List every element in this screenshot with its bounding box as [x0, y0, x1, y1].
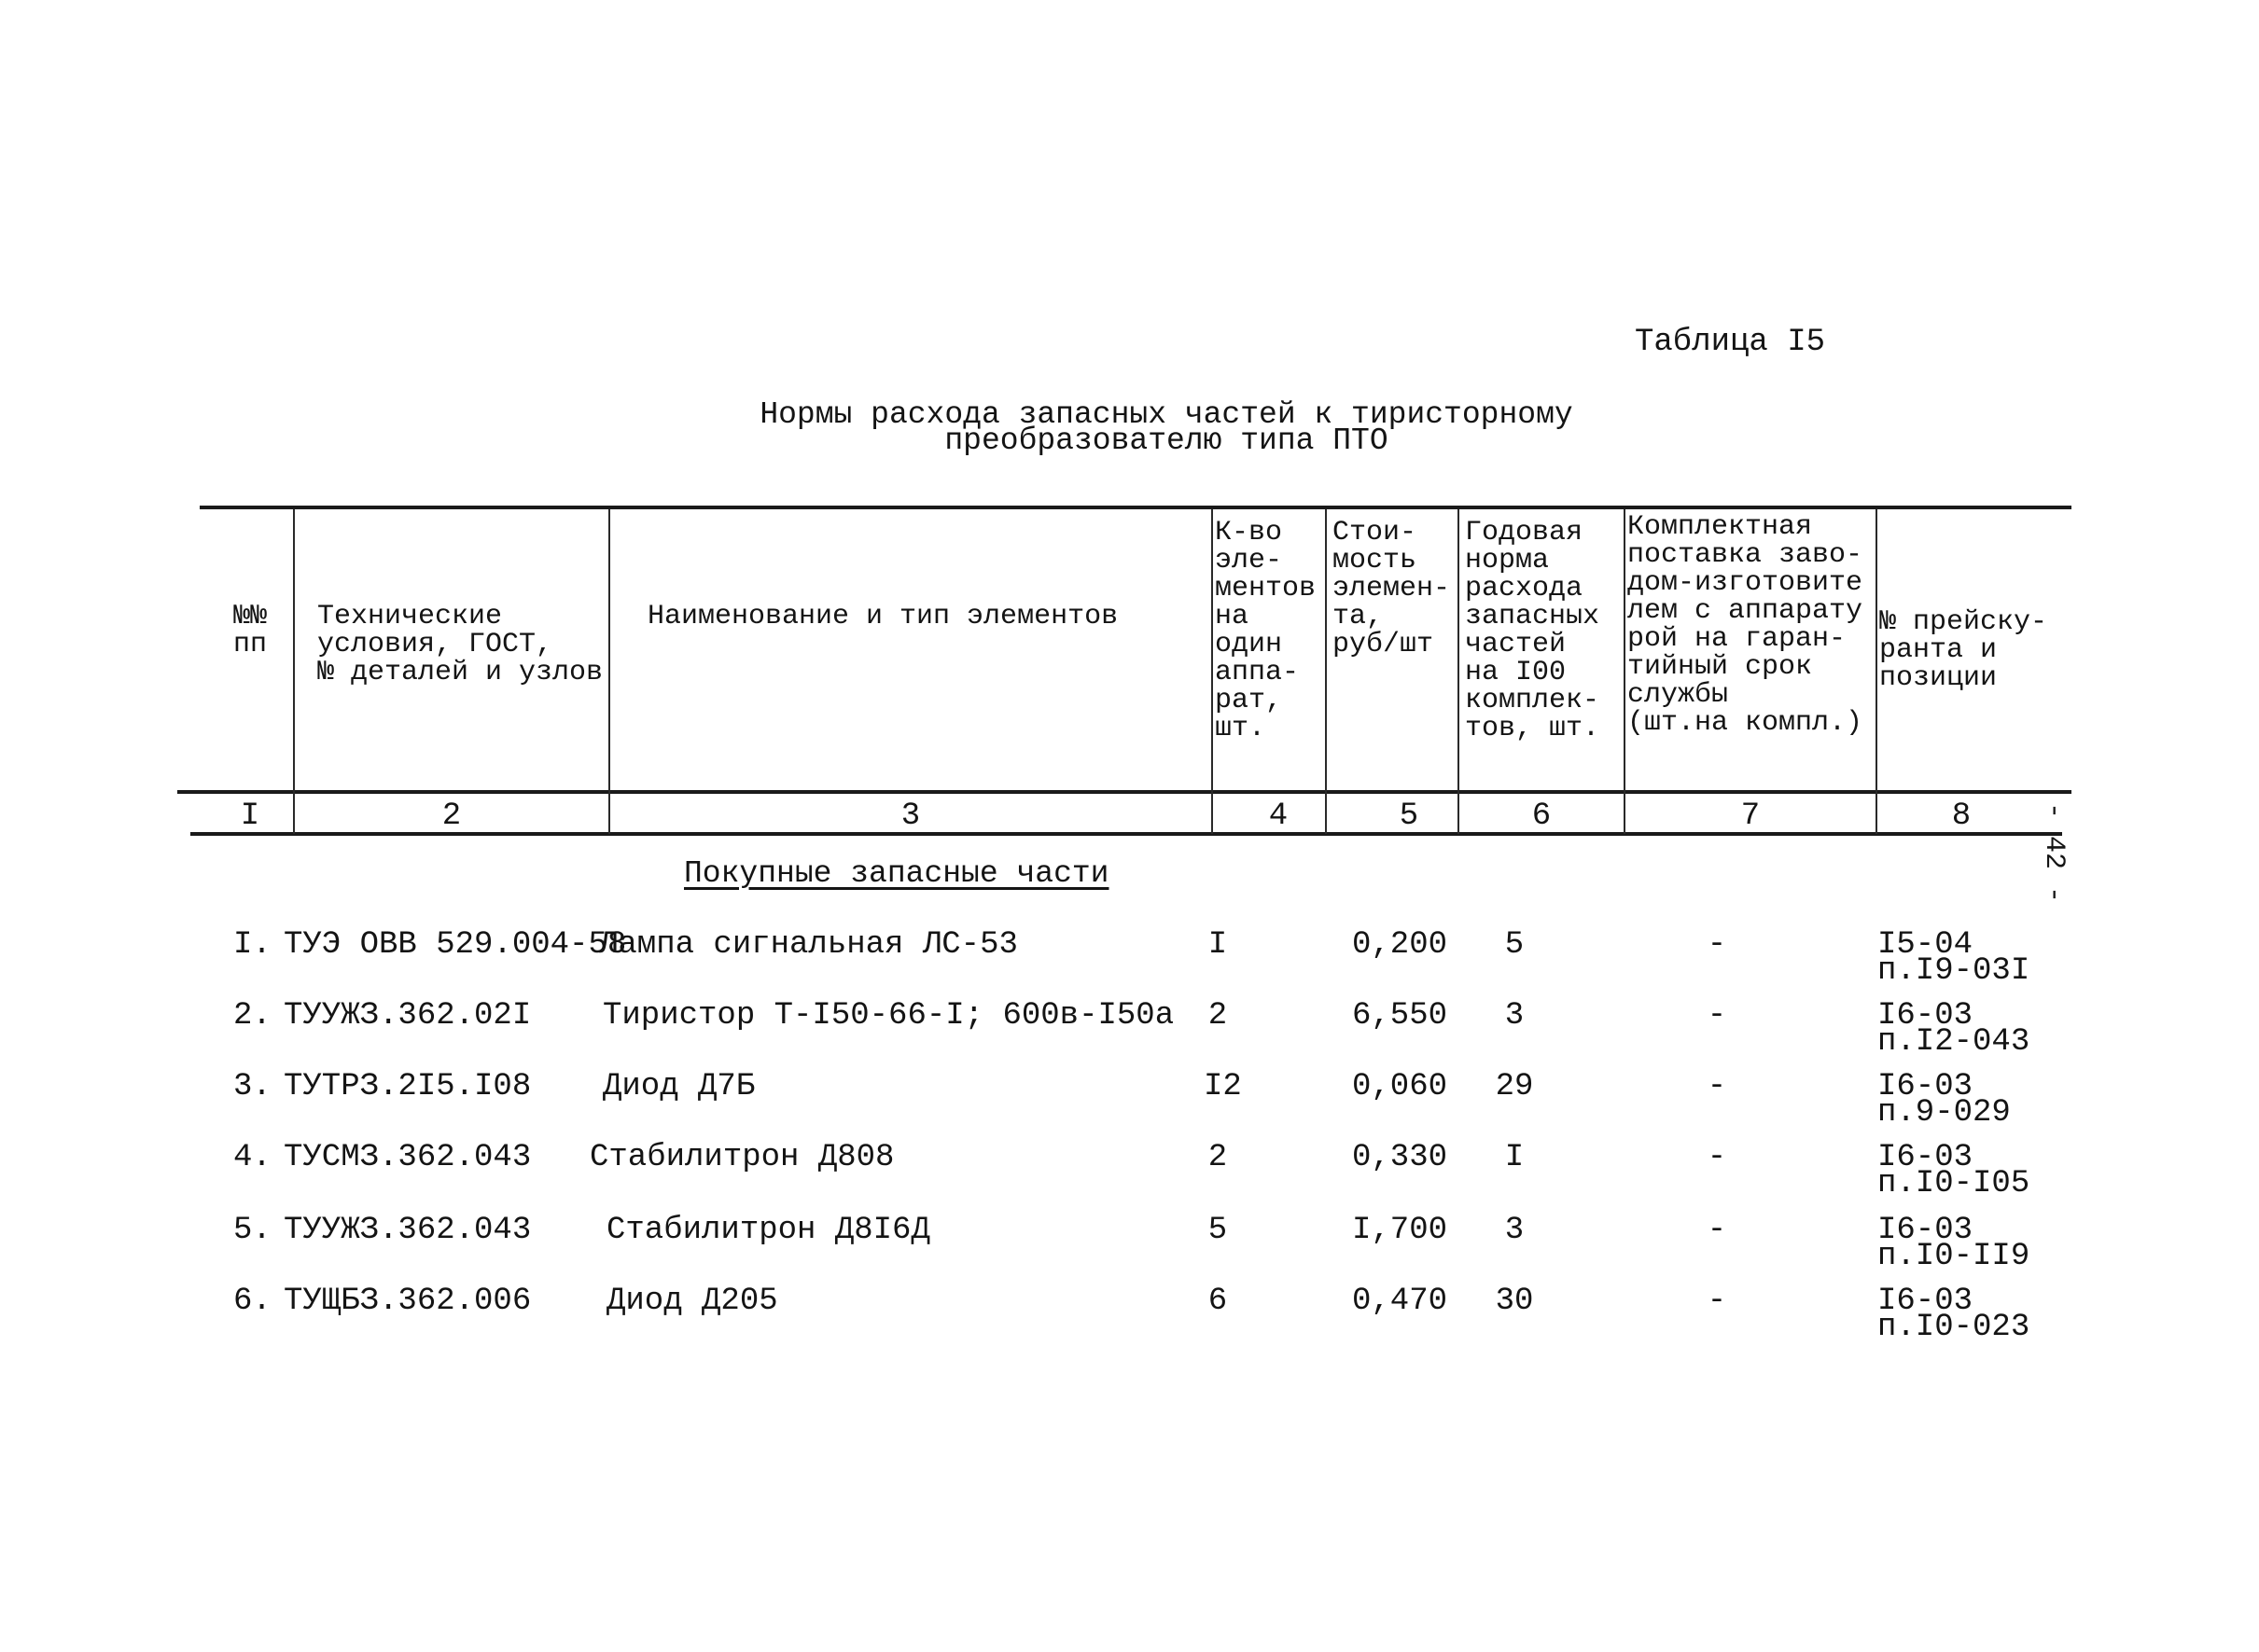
row-name: Диод Д7Б	[603, 1069, 756, 1104]
row-spec: ТУУЖЗ.362.043	[284, 1213, 532, 1248]
row-price-list: I6-03	[1877, 1213, 1973, 1248]
row-number: 4.	[233, 1140, 272, 1175]
row-spec: ТУУЖЗ.362.02I	[284, 998, 532, 1034]
table-row	[0, 927, 2259, 998]
row-spec: ТУЩБЗ.362.006	[284, 1284, 532, 1319]
header-cost: Стои- мость элемен- та, руб/шт	[1332, 517, 1451, 660]
column-divider	[1211, 509, 1213, 834]
header-price-list: № прейску- ранта и позиции	[1879, 606, 2048, 694]
header-element-name: Наименование и тип элементов	[648, 601, 1119, 632]
row-name: Лампа сигнальная ЛС-53	[599, 927, 1018, 963]
row-quantity: I2	[1204, 1069, 1242, 1104]
row-quantity: 6	[1207, 1284, 1228, 1319]
column-number: 4	[1268, 798, 1289, 834]
row-cost: 0,200	[1351, 927, 1448, 963]
section-title: Покупные запасные части	[684, 856, 1109, 891]
row-price-position: п.I9-03I	[1877, 953, 2030, 989]
row-quantity: 5	[1207, 1213, 1228, 1248]
table-title-line-1: Нормы расхода запасных частей к тиристорному	[760, 397, 1573, 432]
column-number: 2	[441, 798, 462, 834]
column-number: 5	[1399, 798, 1419, 834]
column-divider	[293, 509, 295, 834]
row-supply: -	[1707, 1140, 1727, 1175]
row-annual-norm: 30	[1495, 1284, 1534, 1319]
row-cost: I,700	[1351, 1213, 1448, 1248]
row-supply: -	[1707, 1284, 1727, 1319]
page-number: - 42 -	[2038, 802, 2070, 904]
row-annual-norm: 3	[1504, 998, 1525, 1034]
table-row	[0, 1140, 2259, 1211]
row-supply: -	[1707, 927, 1727, 963]
table-row	[0, 1284, 2259, 1354]
row-name: Тиристор Т-I50-66-I; 600в-I50а	[603, 998, 1175, 1034]
table-title-line-2: преобразователю типа ПТО	[944, 423, 1388, 458]
row-annual-norm: 5	[1504, 927, 1525, 963]
row-spec: ТУСМЗ.362.043	[284, 1140, 532, 1175]
row-name: Стабилитрон Д808	[590, 1140, 895, 1175]
row-cost: 6,550	[1351, 998, 1448, 1034]
header-row-number: №№ пп	[232, 601, 267, 660]
row-price-list: I6-03	[1877, 1140, 1973, 1175]
row-quantity: I	[1207, 927, 1228, 963]
row-annual-norm: 3	[1504, 1213, 1525, 1248]
table-row	[0, 1069, 2259, 1140]
row-price-position: п.I0-023	[1877, 1310, 2030, 1345]
row-cost: 0,330	[1351, 1140, 1448, 1175]
column-number: I	[240, 798, 260, 834]
header-specification: Технические условия, ГОСТ, № деталей и узлов	[317, 601, 604, 688]
column-divider	[1457, 509, 1459, 834]
row-cost: 0,060	[1351, 1069, 1448, 1104]
header-bottom-rule	[177, 790, 2071, 794]
row-number: 6.	[233, 1284, 272, 1319]
row-number: 5.	[233, 1213, 272, 1248]
column-number: 3	[900, 798, 921, 834]
row-number: I.	[233, 927, 272, 963]
column-number: 7	[1740, 798, 1761, 834]
row-price-list: I6-03	[1877, 998, 1973, 1034]
row-price-list: I6-03	[1877, 1069, 1973, 1104]
row-annual-norm: I	[1504, 1140, 1525, 1175]
header-annual-norm: Годовая норма расхода запасных частей на I00 комплек- тов, шт.	[1465, 517, 1600, 744]
row-quantity: 2	[1207, 1140, 1228, 1175]
table-row	[0, 1213, 2259, 1284]
table-row	[0, 998, 2259, 1069]
header-quantity: К-во эле- ментов на один аппа- рат, шт.	[1215, 517, 1317, 744]
row-price-position: п.I0-I05	[1877, 1166, 2030, 1201]
row-spec: ТУЭ ОВВ 529.004-58	[284, 927, 627, 963]
column-divider	[1325, 509, 1327, 834]
row-cost: 0,470	[1351, 1284, 1448, 1319]
row-price-position: п.I2-043	[1877, 1024, 2030, 1060]
row-price-list: I5-04	[1877, 927, 1973, 963]
row-supply: -	[1707, 998, 1727, 1034]
row-price-list: I6-03	[1877, 1284, 1973, 1319]
table-label: Таблица I5	[1635, 325, 1826, 360]
row-name: Диод Д205	[607, 1284, 778, 1319]
column-number: 6	[1531, 798, 1552, 834]
row-price-position: п.I0-II9	[1877, 1239, 2030, 1274]
row-quantity: 2	[1207, 998, 1228, 1034]
row-annual-norm: 29	[1495, 1069, 1534, 1104]
header-factory-supply: Комплектная поставка заво- дом-изготовите лем с аппарату рой на гаран- тийный срок службы (шт.на компл.)	[1627, 511, 1863, 739]
table-top-rule	[200, 506, 2071, 509]
column-divider	[1876, 509, 1877, 834]
row-number: 2.	[233, 998, 272, 1034]
row-supply: -	[1707, 1069, 1727, 1104]
row-name: Стабилитрон Д8I6Д	[607, 1213, 930, 1248]
column-number: 8	[1951, 798, 1972, 834]
row-supply: -	[1707, 1213, 1727, 1248]
row-spec: ТУТРЗ.2I5.I08	[284, 1069, 532, 1104]
column-divider	[1624, 509, 1625, 834]
row-price-position: п.9-029	[1877, 1095, 2011, 1131]
row-number: 3.	[233, 1069, 272, 1104]
column-divider	[608, 509, 610, 834]
